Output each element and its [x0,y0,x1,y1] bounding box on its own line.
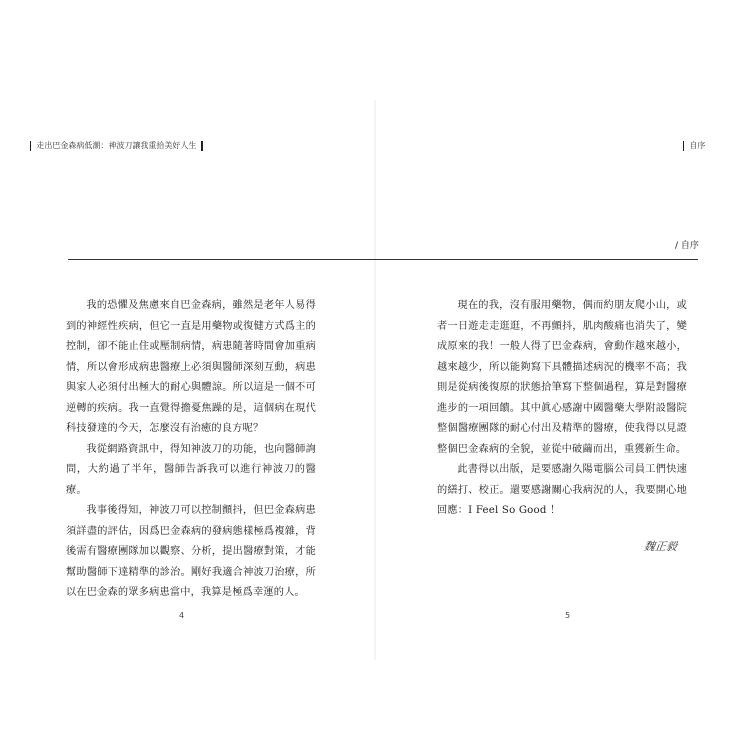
left-running-head [30,140,203,151]
paragraph: 我從網路資訊中，得知神波刀的功能，也向醫師詢問，大約過了半年，醫師告訴我可以進行神波刀的醫療。 [66,443,316,496]
divider-bar [683,141,684,151]
right-page-body [437,296,687,522]
page-number-right: 5 [565,611,571,620]
page-gutter [374,100,376,660]
paragraph: 此書得以出版，是要感謝久陽電腦公司員工們快速的繕打、校正。還要感謝關心我病況的人，我要開心地回應：I Feel So Good ！ [437,464,687,516]
paragraph: 我的恐懼及焦慮來自巴金森病，雖然是老年人易得到的神經性疾病，但它一直是用藥物或復健方式爲主的控制，卻不能止住或壓制病情，病患隨著時間會加重病情，所以會形成病患醫療上必須與醫師深刻互動，病患與家人必須付出極大的耐心與體諒。所以這是一個不可逆轉的疾病。我一直覺得擔憂焦躁的是，這個病在現代科技發達的今天，怎麼沒有治癒的良方呢？ [66,300,316,434]
right-running-head [683,140,705,151]
paragraph: 我事後得知，神波刀可以控制顫抖，但巴金森病患須詳盡的評估，因爲巴金森病的發病態樣極爲複雜，背後需有醫療團隊加以觀察、分析，提出醫療對策，才能幫助醫師下達精準的診治。剛好我適合神波刀治療，所以在巴金森的眾多病患當中，我算是極爲幸運的人。 [66,505,316,598]
divider-bar [30,141,31,151]
left-running-head-text: 走出巴金森病低潮：神波刀讓我重拾美好人生 [36,141,197,150]
section-label: / 自序 [675,241,699,251]
header-rule [68,259,698,260]
page-number-left: 4 [179,611,185,620]
right-running-head-text: 自序 [689,141,706,150]
author-signature: 魏正毅 [643,540,678,553]
paragraph: 現在的我，沒有服用藥物，偶而約朋友爬小山，或者一日遊走走逛逛，不再顫抖，肌肉酸痛也消失了，變成原來的我！一般人得了巴金森病，會動作越來越小，越來越少，所以能夠寫下具體描述病況的機率不高；我則是從病後復原的狀態拾筆寫下整個過程，算是對醫療進步的一項回饋。其中眞心感謝中國醫藥大學附設醫院整個醫療團隊的耐心付出及精準的醫療，使我得以見證整個巴金森病的全貌，並從中破繭而出，重獲新生命。 [437,300,687,455]
left-page-body [66,296,316,604]
divider-bar [201,141,202,151]
